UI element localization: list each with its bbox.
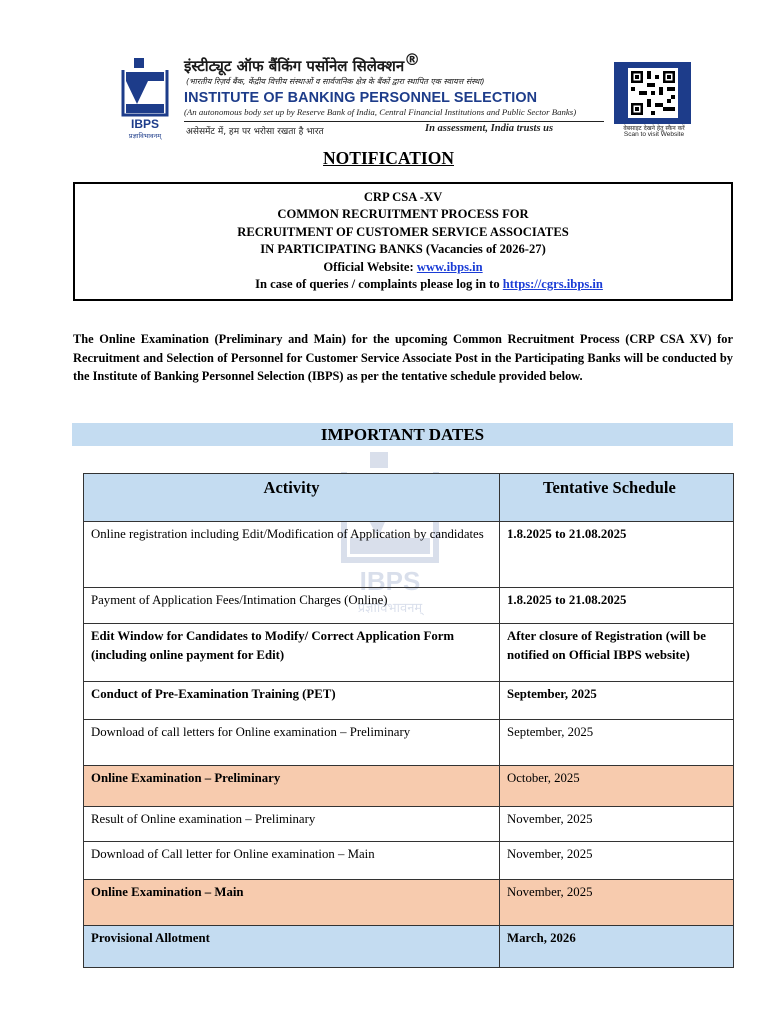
important-dates-heading: IMPORTANT DATES — [72, 423, 733, 446]
activity-cell: Conduct of Pre-Examination Training (PET) — [84, 682, 500, 720]
activity-cell: Download of Call letter for Online examination – Main — [84, 842, 500, 880]
table-row — [84, 720, 734, 766]
ibps-logo-icon — [118, 58, 172, 140]
notification-line-banks: IN PARTICIPATING BANKS (Vacancies of 2026-27) — [260, 242, 546, 257]
queries-line — [75, 276, 731, 293]
column-header-schedule: Tentative Schedule — [500, 474, 734, 522]
ibps-logo — [118, 58, 172, 140]
notification-line-recruitment: RECRUITMENT OF CUSTOMER SERVICE ASSOCIATES — [237, 224, 569, 239]
schedule-cell: October, 2025 — [500, 766, 734, 807]
svg-text:प्रज्ञाविभावनम्: प्रज्ञाविभावनम् — [357, 601, 423, 616]
qr-code-icon — [631, 71, 675, 115]
activity-cell: Payment of Application Fees/Intimation Charges (Online) — [84, 588, 500, 624]
hindi-title: इंस्टीट्यूट ऑफ बैंकिंग पर्सोनेल सिलेक्शन® — [184, 50, 421, 75]
official-website-line — [75, 259, 731, 276]
table-header-row — [84, 474, 734, 522]
table-row — [84, 588, 734, 624]
hindi-tagline: असेसमेंट में, हम पर भरोसा रखता है भारत — [186, 127, 324, 137]
intro-paragraph: The Online Examination (Preliminary and Main) for the upcoming Common Recruitment Process (CRP CSA XV) for Recruitment and Selection of Personnel for Customer Service Associate Post in the Participating Banks will be conducted by the Institute of Banking Personnel Selection (IBPS) as per the tentative schedule provided below. — [73, 332, 733, 384]
activity-cell: Result of Online examination – Preliminary — [84, 807, 500, 842]
table-row — [84, 842, 734, 880]
schedule-cell: After closure of Registration (will be notified on Official IBPS website) — [500, 624, 734, 682]
schedule-cell: November, 2025 — [500, 842, 734, 880]
important-dates-table — [83, 473, 734, 968]
registered-mark: ® — [404, 50, 421, 69]
qr-caption-english: Scan to visit Website — [623, 131, 685, 138]
grievance-portal-link[interactable]: https://cgrs.ibps.in — [502, 277, 603, 292]
table-row-highlighted — [84, 766, 734, 807]
header-divider — [184, 121, 604, 122]
activity-cell: Provisional Allotment — [84, 926, 500, 968]
table-row — [84, 522, 734, 588]
column-header-activity: Activity — [84, 474, 500, 522]
schedule-cell: March, 2026 — [500, 926, 734, 968]
svg-text:IBPS: IBPS — [359, 566, 421, 596]
official-website-label: Official Website: — [323, 259, 417, 274]
official-website-link[interactable]: www.ibps.in — [416, 259, 483, 274]
activity-cell: Online Examination – Preliminary — [84, 766, 500, 807]
table-row — [84, 682, 734, 720]
activity-cell: Download of call letters for Online examination – Preliminary — [84, 720, 500, 766]
activity-cell: Online registration including Edit/Modification of Application by candidates — [84, 522, 500, 588]
qr-code[interactable] — [614, 62, 691, 124]
qr-caption-hindi: वेबसाइट देखने हेतु स्कैन करें — [623, 125, 685, 132]
schedule-cell: September, 2025 — [500, 682, 734, 720]
table-row-highlighted — [84, 926, 734, 968]
queries-label: In case of queries / complaints please log in to — [255, 277, 503, 292]
english-tagline: In assessment, India trusts us — [425, 123, 554, 134]
hindi-subtitle: (भारतीय रिज़र्व बैंक, केंद्रीय वित्तीय संस्थाओं व सार्वजनिक क्षेत्र के बैंकों द्वारा स्थापित एक स्वायत्त संस्था) — [186, 77, 485, 86]
notification-box — [73, 182, 733, 301]
table-row — [84, 624, 734, 682]
schedule-cell: September, 2025 — [500, 720, 734, 766]
institute-subtitle: (An autonomous body set up by Reserve Bank of India, Central Financial Institutions and Public Sector Banks) — [184, 107, 577, 117]
schedule-cell: 1.8.2025 to 21.08.2025 — [500, 588, 734, 624]
institute-title: INSTITUTE OF BANKING PERSONNEL SELECTION — [184, 90, 538, 106]
schedule-cell: November, 2025 — [500, 807, 734, 842]
schedule-cell: November, 2025 — [500, 880, 734, 926]
activity-cell: Edit Window for Candidates to Modify/ Correct Application Form (including online payment for Edit) — [84, 624, 500, 682]
logo-text: IBPS — [130, 117, 160, 131]
table-row — [84, 807, 734, 842]
notification-title: NOTIFICATION — [323, 148, 454, 168]
table-row-highlighted — [84, 880, 734, 926]
schedule-cell: 1.8.2025 to 21.08.2025 — [500, 522, 734, 588]
logo-tagline: प्रज्ञाविभावनम् — [128, 132, 162, 140]
activity-cell: Online Examination – Main — [84, 880, 500, 926]
notification-line-process: COMMON RECRUITMENT PROCESS FOR — [277, 207, 529, 222]
notification-line-crp: CRP CSA -XV — [363, 190, 443, 204]
